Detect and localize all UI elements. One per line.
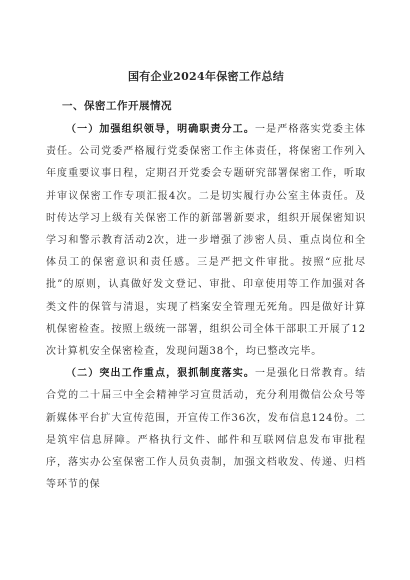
paragraph-body: 一是严格落实党委主体责任。公司党委严格履行党委保密工作主体责任，将保密工作列入年度重要议事日程，定期召开党委会专题研究部署保密工作，听取并审议保密工作专项汇报4次。二是切实履行办公室主体责任。及时传达学习上级有关保密工作的新部署新要求，组织开展保密知识学习和警示教育活动2次，进一步增强了涉密人员、重点岗位和全体员工的保密意识和责任感。三是严把文件审批。按照“应批尽批”的原则，认真做好发文登记、审批、印章使用等工作加强对各类文件的保管与清退，实现了档案安全管理无死角。四是做好计算机保密检查。按照上级统一部署，组织公司全体干部职工开展了12次计算机安全保密检查，发现问题38个，均已整改完毕。 <box>46 124 366 358</box>
document-title: 国有企业2024年保密工作总结 <box>127 70 285 83</box>
paragraph-subheading: （二）突出工作重点，狠抓制度落实。 <box>66 368 256 380</box>
section-heading: 一、保密工作开展情况 <box>62 100 172 112</box>
paragraph-system-implementation <box>46 363 366 496</box>
paragraph-organization-leadership <box>46 119 366 363</box>
paragraph-body: 一是强化日常教育。结合党的二十届三中全会精神学习宣贯活动，充分利用微信公众号等新媒体平台扩大宣传范围，开宣传工作36次，发布信息124份。二是筑牢信息屏障。严格执行文件、邮件和互联网信息发布审批程序，落实办公室保密工作人员负责制，加强文档收发、传递、归档等环节的保 <box>46 368 366 491</box>
paragraph-subheading: （一）加强组织领导，明确职责分工。 <box>66 124 256 135</box>
